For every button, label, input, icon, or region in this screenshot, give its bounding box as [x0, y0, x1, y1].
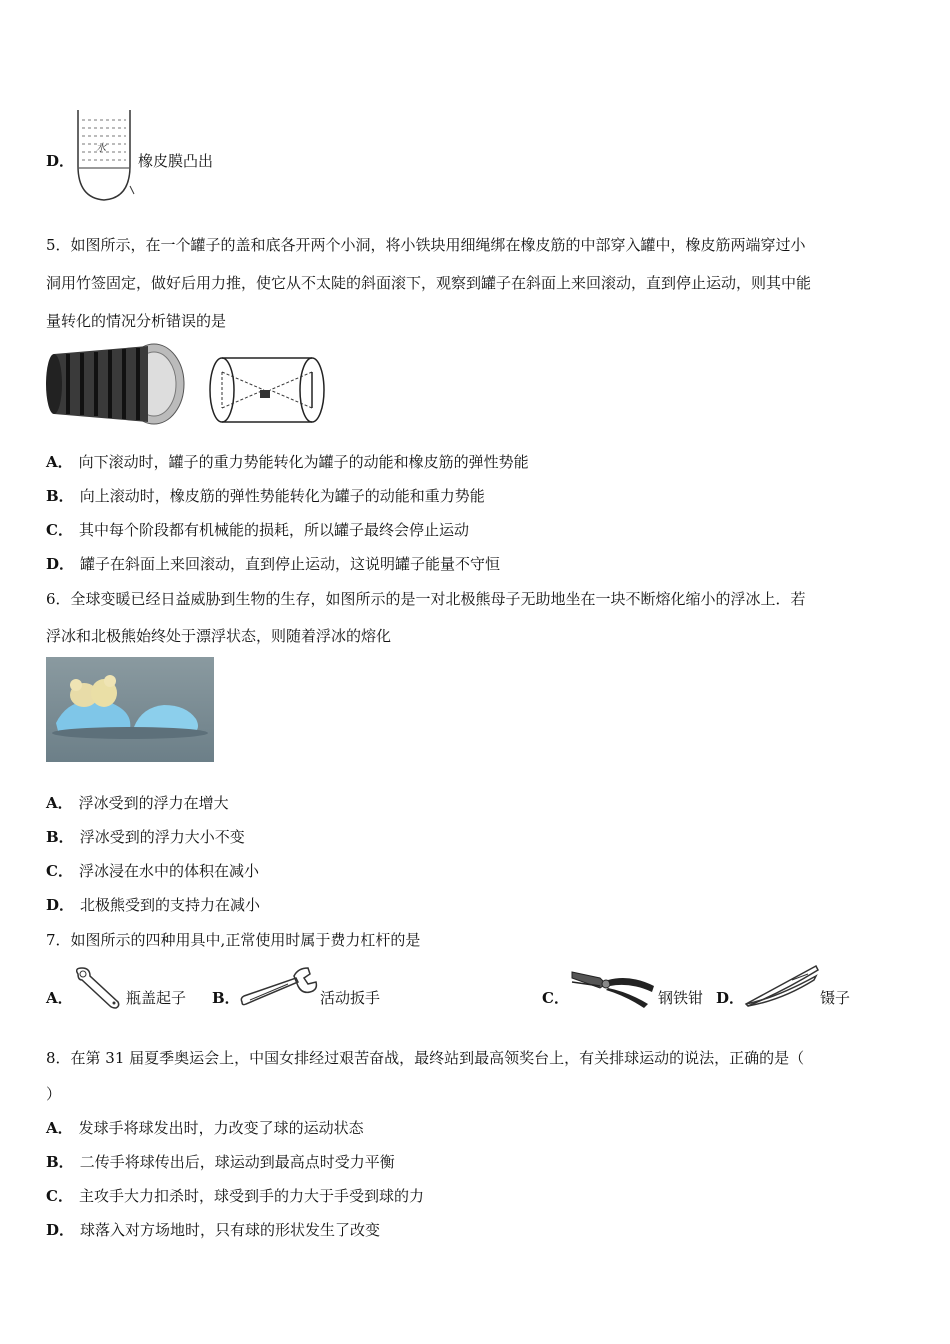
q8-option-d: [46, 1220, 380, 1240]
q5-option-c: [46, 520, 469, 540]
option-letter: D．: [46, 1221, 75, 1239]
q5-stem-line2: 洞用竹签固定，做好后用力推，使它从不太陡的斜面滚下，观察到罐子在斜面上来回滚动，直到停止运动，则其中能: [46, 274, 812, 292]
option-text: 主攻手大力扣杀时，球受到手的力大于手受到球的力: [78, 1187, 424, 1205]
can-photo: [44, 340, 190, 432]
option-text: 其中每个阶段都有机械能的损耗，所以罐子最终会停止运动: [78, 521, 469, 539]
q7-option-d-text: 镊子: [820, 989, 851, 1007]
bottle-opener-icon: [72, 966, 124, 1010]
option-letter: A．: [46, 453, 73, 471]
q6-option-b: [46, 827, 245, 847]
q6-option-a: [46, 793, 229, 813]
q5-stem-line1: 5．如图所示，在一个罐子的盖和底各开两个小洞，将小铁块用细绳绑在橡皮筋的中部穿入罐中，橡皮筋两端穿过小: [46, 236, 806, 254]
option-letter: B．: [46, 828, 74, 846]
can-diagram: [204, 352, 330, 428]
option-letter: D．: [46, 152, 75, 170]
option-text: 二传手将球传出后，球运动到最高点时受力平衡: [79, 1153, 395, 1171]
q6-option-c: [46, 861, 259, 881]
option-text: 向上滚动时，橡皮筋的弹性势能转化为罐子的动能和重力势能: [79, 487, 485, 505]
q5-stem-line3: 量转化的情况分析错误的是: [46, 312, 227, 330]
q7-option-c-text: 钢铁钳: [658, 989, 704, 1007]
q8-stem-line2: ）: [46, 1085, 62, 1103]
option-text: 浮冰浸在水中的体积在减小: [78, 862, 259, 880]
option-letter: C．: [46, 521, 73, 539]
option-letter: B．: [46, 487, 74, 505]
option-text: 发球手将球发出时，力改变了球的运动状态: [78, 1119, 364, 1137]
q5-option-b: [46, 486, 485, 506]
option-letter: C．: [46, 862, 73, 880]
q7-option-a-letter: A．: [46, 989, 73, 1007]
q6-stem-line2: 浮冰和北极熊始终处于漂浮状态，则随着浮冰的熔化: [46, 627, 392, 645]
polar-bear-photo: [46, 657, 214, 762]
q4-option-d-text: 橡皮膜凸出: [138, 152, 214, 170]
q7-stem: 7．如图所示的四种用具中,正常使用时属于费力杠杆的是: [46, 931, 421, 949]
q6-stem-line1: 6．全球变暖已经日益威胁到生物的生存，如图所示的是一对北极熊母子无助地坐在一块不断熔化缩小的浮冰上．若: [46, 590, 806, 608]
pliers-icon: [570, 964, 658, 1010]
option-text: 罐子在斜面上来回滚动，直到停止运动，这说明罐子能量不守恒: [80, 555, 501, 573]
option-text: 浮冰受到的浮力大小不变: [79, 828, 245, 846]
option-letter: A．: [46, 1119, 73, 1137]
q8-option-a: [46, 1118, 364, 1138]
q5-option-d: [46, 554, 500, 574]
option-letter: A．: [46, 794, 73, 812]
q7-option-b-text: 活动扳手: [320, 989, 381, 1007]
option-letter: D．: [46, 896, 75, 914]
q5-option-a: [46, 452, 529, 472]
q7-option-d-letter: D．: [716, 989, 745, 1007]
option-letter: B．: [46, 1153, 74, 1171]
q7-option-c-letter: C．: [542, 989, 569, 1007]
option-text: 向下滚动时，罐子的重力势能转化为罐子的动能和橡皮筋的弹性势能: [78, 453, 529, 471]
q8-stem-line1: 8．在第 31 届夏季奥运会上，中国女排经过艰苦奋战，最终站到最高领奖台上，有关排球运动的说法，正确的是（: [46, 1049, 805, 1067]
beaker-figure: [74, 106, 136, 204]
tweezers-icon: [742, 962, 820, 1008]
beaker-label: 水: [96, 143, 106, 154]
option-text: 北极熊受到的支持力在减小: [80, 896, 261, 914]
q7-option-b-letter: B．: [212, 989, 240, 1007]
adjustable-wrench-icon: [238, 964, 322, 1008]
q8-option-b: [46, 1152, 395, 1172]
option-text: 浮冰受到的浮力在增大: [78, 794, 229, 812]
q6-option-d: [46, 895, 260, 915]
option-letter: C．: [46, 1187, 73, 1205]
q8-option-c: [46, 1186, 424, 1206]
q7-option-a-text: 瓶盖起子: [126, 989, 187, 1007]
option-letter: D．: [46, 555, 75, 573]
option-text: 球落入对方场地时，只有球的形状发生了改变: [80, 1221, 381, 1239]
